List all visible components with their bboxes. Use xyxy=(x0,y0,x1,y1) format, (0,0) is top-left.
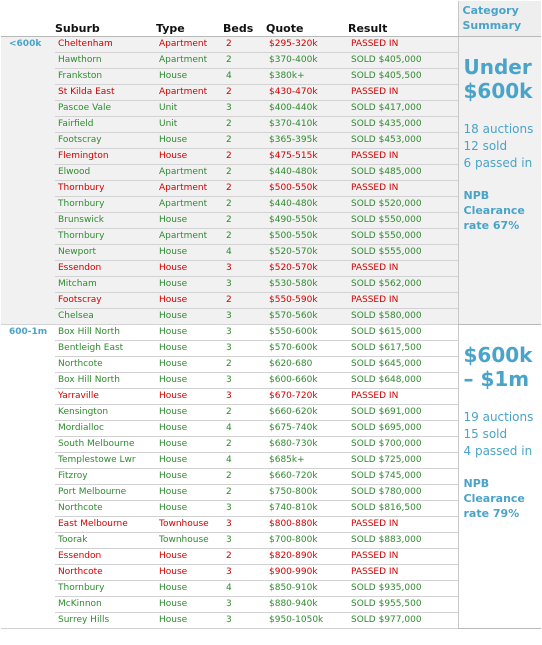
type-cell: House xyxy=(156,293,223,309)
type-cell: Apartment xyxy=(156,37,223,53)
beds-cell: 3 xyxy=(223,517,266,533)
type-cell: House xyxy=(156,613,223,629)
suburb-cell: Fairfield xyxy=(55,117,156,133)
quote-cell: $440-480k xyxy=(266,165,348,181)
clearance-line2: Clearance xyxy=(463,492,525,505)
type-cell: House xyxy=(156,277,223,293)
auctions-count: 19 auctions xyxy=(463,410,534,424)
category-header-line2: Summary xyxy=(462,19,522,32)
beds-cell: 2 xyxy=(223,133,266,149)
clearance-rate xyxy=(464,188,542,233)
quote-cell: $500-550k xyxy=(266,181,348,197)
beds-cell: 3 xyxy=(223,309,266,325)
type-cell: House xyxy=(156,261,223,277)
type-cell: Apartment xyxy=(156,85,223,101)
beds-cell: 2 xyxy=(223,181,266,197)
type-cell: House xyxy=(156,309,223,325)
result-cell: SOLD $555,000 xyxy=(348,245,458,261)
beds-cell: 2 xyxy=(223,485,266,501)
result-cell: SOLD $520,000 xyxy=(348,197,458,213)
summary-title-line2: – $1m xyxy=(463,367,530,391)
quote-cell: $500-550k xyxy=(266,229,348,245)
summary-stats xyxy=(464,409,542,460)
suburb-cell: Thornbury xyxy=(55,581,156,597)
beds-cell: 2 xyxy=(223,149,266,165)
type-cell: House xyxy=(156,453,223,469)
beds-cell: 2 xyxy=(223,53,266,69)
result-cell: SOLD $435,000 xyxy=(348,117,458,133)
type-cell: House xyxy=(156,341,223,357)
quote-cell: $365-395k xyxy=(266,133,348,149)
type-cell: House xyxy=(156,485,223,501)
clearance-rate xyxy=(464,476,542,521)
type-cell: House xyxy=(156,149,223,165)
suburb-cell: Surrey Hills xyxy=(55,613,156,629)
quote-cell: $380k+ xyxy=(266,69,348,85)
beds-cell: 3 xyxy=(223,565,266,581)
result-cell: SOLD $405,500 xyxy=(348,69,458,85)
quote-cell: $400-440k xyxy=(266,101,348,117)
result-cell: PASSED IN xyxy=(348,85,458,101)
type-cell: Unit xyxy=(156,101,223,117)
beds-cell: 2 xyxy=(223,549,266,565)
result-cell: SOLD $417,000 xyxy=(348,101,458,117)
result-cell: PASSED IN xyxy=(348,389,458,405)
beds-cell: 2 xyxy=(223,197,266,213)
type-cell: Unit xyxy=(156,117,223,133)
summary-title xyxy=(464,55,542,103)
suburb-cell: McKinnon xyxy=(55,597,156,613)
type-cell: Townhouse xyxy=(156,533,223,549)
result-cell: SOLD $816,500 xyxy=(348,501,458,517)
summary-title-line1: Under xyxy=(463,55,532,79)
suburb-cell: Flemington xyxy=(55,149,156,165)
beds-cell: 2 xyxy=(223,213,266,229)
beds-header: Beds xyxy=(223,1,266,37)
type-cell: House xyxy=(156,373,223,389)
suburb-cell: Elwood xyxy=(55,165,156,181)
quote-cell: $475-515k xyxy=(266,149,348,165)
suburb-cell: Cheltenham xyxy=(55,37,156,53)
beds-cell: 4 xyxy=(223,453,266,469)
quote-cell: $620-680 xyxy=(266,357,348,373)
beds-cell: 3 xyxy=(223,341,266,357)
sold-count: 15 sold xyxy=(463,427,508,441)
suburb-cell: Pascoe Vale xyxy=(55,101,156,117)
price-band-label: <600k xyxy=(1,37,55,325)
beds-cell: 2 xyxy=(223,37,266,53)
type-cell: House xyxy=(156,581,223,597)
beds-cell: 2 xyxy=(223,117,266,133)
suburb-cell: Footscray xyxy=(55,293,156,309)
type-cell: House xyxy=(156,437,223,453)
beds-cell: 3 xyxy=(223,373,266,389)
suburb-cell: Box Hill North xyxy=(55,373,156,389)
type-cell: Apartment xyxy=(156,197,223,213)
beds-cell: 3 xyxy=(223,261,266,277)
result-cell: SOLD $695,000 xyxy=(348,421,458,437)
beds-cell: 3 xyxy=(223,277,266,293)
quote-cell: $490-550k xyxy=(266,213,348,229)
result-cell: SOLD $580,000 xyxy=(348,309,458,325)
quote-cell: $950-1050k xyxy=(266,613,348,629)
auction-results-table xyxy=(1,1,541,629)
quote-cell: $430-470k xyxy=(266,85,348,101)
quote-cell: $440-480k xyxy=(266,197,348,213)
result-cell: PASSED IN xyxy=(348,565,458,581)
type-cell: Townhouse xyxy=(156,517,223,533)
type-header: Type xyxy=(156,1,223,37)
result-cell: SOLD $405,000 xyxy=(348,53,458,69)
suburb-cell: Newport xyxy=(55,245,156,261)
category-summary-header xyxy=(458,1,541,37)
quote-cell: $660-720k xyxy=(266,469,348,485)
beds-cell: 2 xyxy=(223,85,266,101)
quote-cell: $660-620k xyxy=(266,405,348,421)
suburb-cell: Brunswick xyxy=(55,213,156,229)
beds-cell: 3 xyxy=(223,533,266,549)
suburb-cell: Essendon xyxy=(55,261,156,277)
suburb-cell: Kensington xyxy=(55,405,156,421)
result-cell: SOLD $617,500 xyxy=(348,341,458,357)
beds-cell: 3 xyxy=(223,389,266,405)
type-cell: House xyxy=(156,133,223,149)
quote-cell: $685k+ xyxy=(266,453,348,469)
result-cell: PASSED IN xyxy=(348,549,458,565)
result-cell: PASSED IN xyxy=(348,37,458,53)
band-header xyxy=(1,1,55,37)
type-cell: House xyxy=(156,357,223,373)
category-summary xyxy=(458,325,541,629)
type-cell: House xyxy=(156,501,223,517)
result-cell: SOLD $700,000 xyxy=(348,437,458,453)
suburb-cell: Essendon xyxy=(55,549,156,565)
clearance-line3: rate 67% xyxy=(463,219,520,232)
result-cell: PASSED IN xyxy=(348,261,458,277)
type-cell: House xyxy=(156,325,223,341)
suburb-cell: Yarraville xyxy=(55,389,156,405)
beds-cell: 2 xyxy=(223,229,266,245)
clearance-line1: NPB xyxy=(463,477,490,490)
result-cell: PASSED IN xyxy=(348,293,458,309)
category-header-line1: Category xyxy=(462,4,519,17)
type-cell: House xyxy=(156,565,223,581)
suburb-cell: South Melbourne xyxy=(55,437,156,453)
suburb-cell: Thornbury xyxy=(55,229,156,245)
quote-cell: $670-720k xyxy=(266,389,348,405)
suburb-cell: Thornbury xyxy=(55,197,156,213)
quote-cell: $550-590k xyxy=(266,293,348,309)
result-cell: SOLD $691,000 xyxy=(348,405,458,421)
beds-cell: 2 xyxy=(223,357,266,373)
suburb-cell: Mordialloc xyxy=(55,421,156,437)
suburb-cell: Mitcham xyxy=(55,277,156,293)
quote-cell: $370-410k xyxy=(266,117,348,133)
type-cell: Apartment xyxy=(156,165,223,181)
suburb-cell: East Melbourne xyxy=(55,517,156,533)
suburb-cell: Footscray xyxy=(55,133,156,149)
type-cell: Apartment xyxy=(156,53,223,69)
quote-header: Quote xyxy=(266,1,348,37)
sold-count: 12 sold xyxy=(463,139,508,153)
beds-cell: 3 xyxy=(223,501,266,517)
result-cell: SOLD $485,000 xyxy=(348,165,458,181)
beds-cell: 4 xyxy=(223,421,266,437)
passed-in-count: 6 passed in xyxy=(463,156,533,170)
result-cell: SOLD $955,500 xyxy=(348,597,458,613)
quote-cell: $600-660k xyxy=(266,373,348,389)
beds-cell: 2 xyxy=(223,469,266,485)
suburb-cell: Northcote xyxy=(55,565,156,581)
result-cell: SOLD $977,000 xyxy=(348,613,458,629)
quote-cell: $530-580k xyxy=(266,277,348,293)
suburb-cell: Frankston xyxy=(55,69,156,85)
table-row xyxy=(1,37,541,53)
table-body xyxy=(1,37,541,629)
quote-cell: $570-560k xyxy=(266,309,348,325)
beds-cell: 4 xyxy=(223,69,266,85)
type-cell: Apartment xyxy=(156,181,223,197)
beds-cell: 2 xyxy=(223,165,266,181)
quote-cell: $750-800k xyxy=(266,485,348,501)
beds-cell: 3 xyxy=(223,613,266,629)
quote-cell: $680-730k xyxy=(266,437,348,453)
suburb-cell: Chelsea xyxy=(55,309,156,325)
summary-stats xyxy=(464,121,542,172)
suburb-cell: Fitzroy xyxy=(55,469,156,485)
result-cell: SOLD $780,000 xyxy=(348,485,458,501)
quote-cell: $550-600k xyxy=(266,325,348,341)
beds-cell: 3 xyxy=(223,101,266,117)
result-cell: PASSED IN xyxy=(348,149,458,165)
quote-cell: $800-880k xyxy=(266,517,348,533)
quote-cell: $570-600k xyxy=(266,341,348,357)
table-row xyxy=(1,325,541,341)
type-cell: House xyxy=(156,405,223,421)
type-cell: Apartment xyxy=(156,229,223,245)
quote-cell: $675-740k xyxy=(266,421,348,437)
suburb-cell: Toorak xyxy=(55,533,156,549)
result-cell: SOLD $725,000 xyxy=(348,453,458,469)
suburb-cell: St Kilda East xyxy=(55,85,156,101)
result-cell: SOLD $615,000 xyxy=(348,325,458,341)
suburb-cell: Thornbury xyxy=(55,181,156,197)
beds-cell: 2 xyxy=(223,405,266,421)
suburb-cell: Northcote xyxy=(55,501,156,517)
quote-cell: $740-810k xyxy=(266,501,348,517)
result-cell: SOLD $935,000 xyxy=(348,581,458,597)
type-cell: House xyxy=(156,213,223,229)
price-band-label: 600-1m xyxy=(1,325,55,629)
quote-cell: $900-990k xyxy=(266,565,348,581)
quote-cell: $295-320k xyxy=(266,37,348,53)
beds-cell: 2 xyxy=(223,293,266,309)
type-cell: House xyxy=(156,69,223,85)
summary-title xyxy=(464,343,542,391)
beds-cell: 4 xyxy=(223,581,266,597)
beds-cell: 3 xyxy=(223,325,266,341)
header-row xyxy=(1,1,541,37)
beds-cell: 3 xyxy=(223,597,266,613)
category-summary xyxy=(458,37,541,325)
type-cell: House xyxy=(156,469,223,485)
type-cell: House xyxy=(156,597,223,613)
beds-cell: 4 xyxy=(223,245,266,261)
type-cell: House xyxy=(156,549,223,565)
type-cell: House xyxy=(156,389,223,405)
summary-title-line2: $600k xyxy=(463,79,533,103)
clearance-line2: Clearance xyxy=(463,204,525,217)
suburb-cell: Box Hill North xyxy=(55,325,156,341)
result-cell: SOLD $453,000 xyxy=(348,133,458,149)
passed-in-count: 4 passed in xyxy=(463,444,533,458)
suburb-cell: Bentleigh East xyxy=(55,341,156,357)
quote-cell: $520-570k xyxy=(266,261,348,277)
suburb-cell: Templestowe Lwr xyxy=(55,453,156,469)
result-cell: SOLD $550,000 xyxy=(348,229,458,245)
quote-cell: $520-570k xyxy=(266,245,348,261)
quote-cell: $370-400k xyxy=(266,53,348,69)
clearance-line1: NPB xyxy=(463,189,490,202)
result-cell: SOLD $883,000 xyxy=(348,533,458,549)
result-cell: SOLD $648,000 xyxy=(348,373,458,389)
quote-cell: $700-800k xyxy=(266,533,348,549)
result-cell: SOLD $745,000 xyxy=(348,469,458,485)
suburb-cell: Port Melbourne xyxy=(55,485,156,501)
result-cell: SOLD $562,000 xyxy=(348,277,458,293)
auctions-count: 18 auctions xyxy=(463,122,534,136)
suburb-cell: Northcote xyxy=(55,357,156,373)
summary-title-line1: $600k xyxy=(463,343,533,367)
result-cell: PASSED IN xyxy=(348,181,458,197)
quote-cell: $820-890k xyxy=(266,549,348,565)
result-header: Result xyxy=(348,1,458,37)
beds-cell: 2 xyxy=(223,437,266,453)
suburb-header: Suburb xyxy=(55,1,156,37)
result-cell: SOLD $550,000 xyxy=(348,213,458,229)
result-cell: SOLD $645,000 xyxy=(348,357,458,373)
suburb-cell: Hawthorn xyxy=(55,53,156,69)
type-cell: House xyxy=(156,421,223,437)
clearance-line3: rate 79% xyxy=(463,507,520,520)
quote-cell: $880-940k xyxy=(266,597,348,613)
result-cell: PASSED IN xyxy=(348,517,458,533)
quote-cell: $850-910k xyxy=(266,581,348,597)
type-cell: House xyxy=(156,245,223,261)
